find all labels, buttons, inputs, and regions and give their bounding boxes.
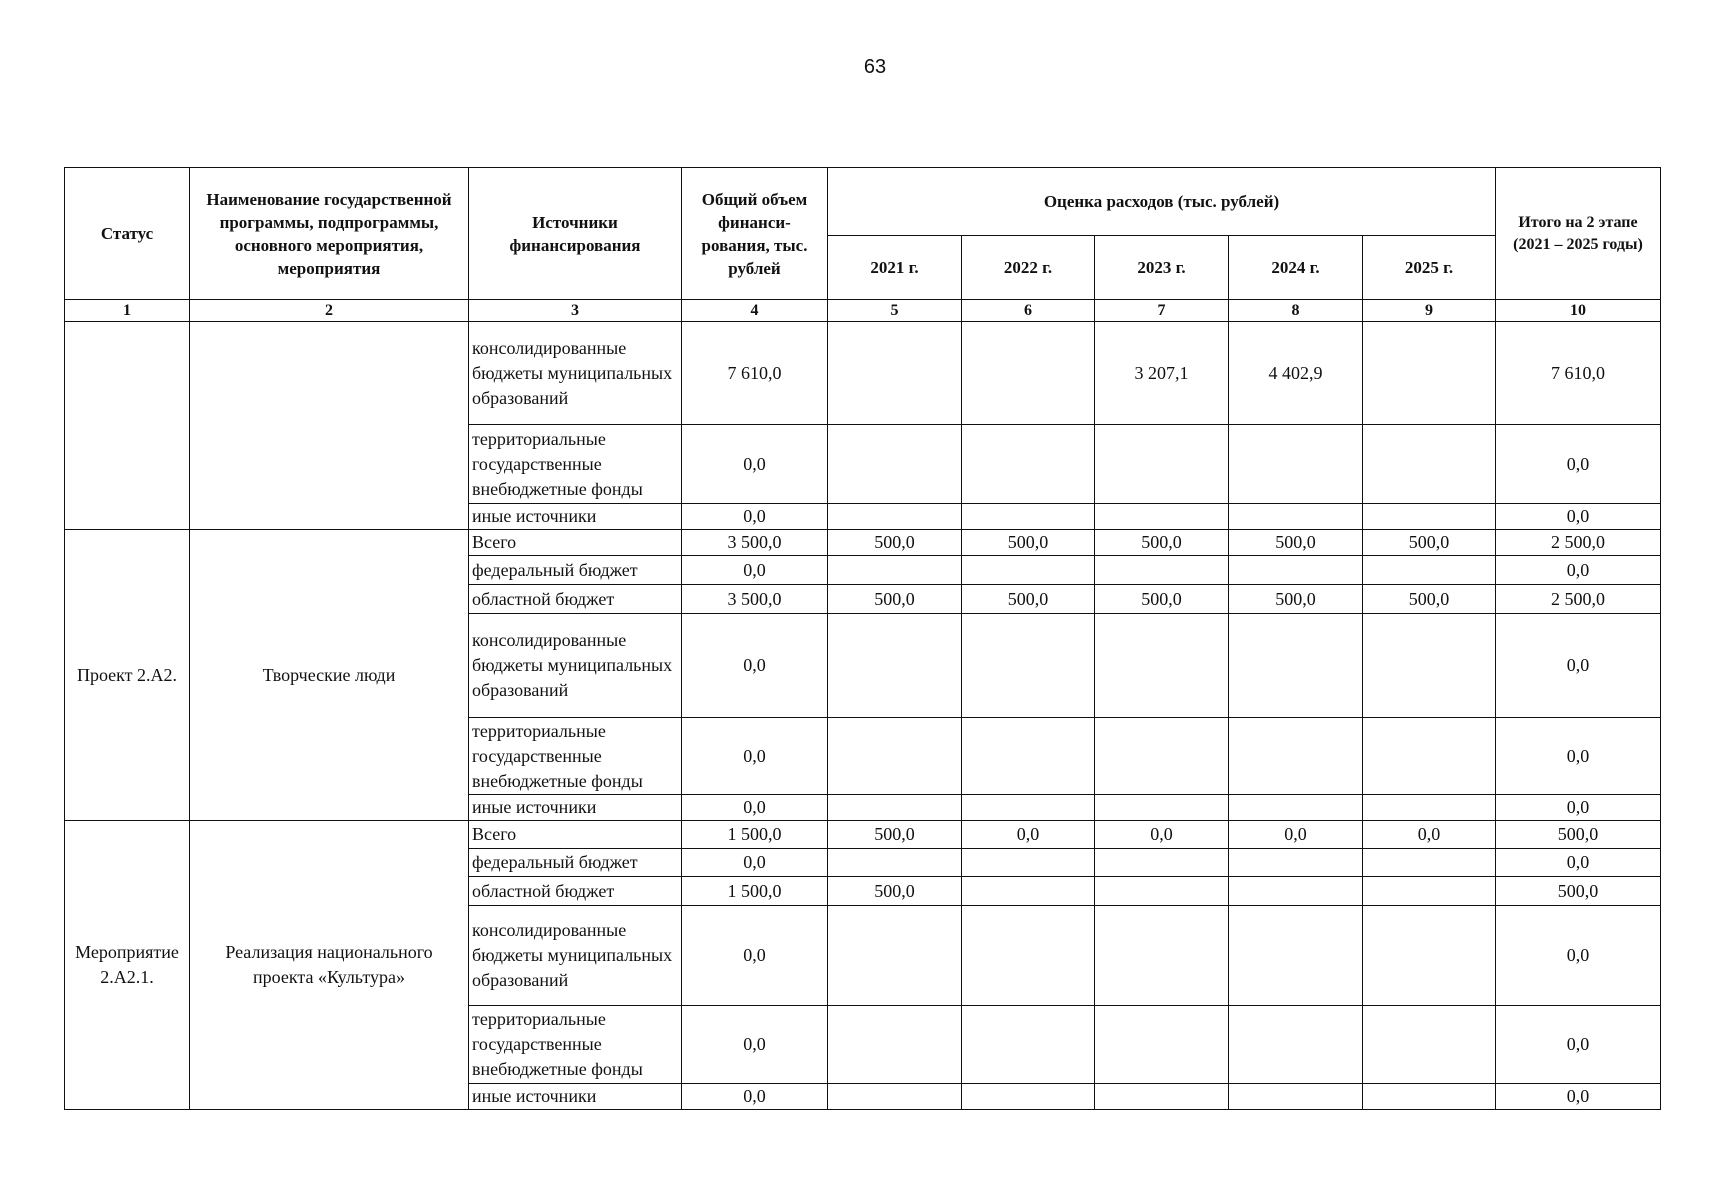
row-2022 <box>962 1084 1095 1110</box>
row-2021: 500,0 <box>828 585 962 614</box>
header-year-2021: 2021 г. <box>828 236 962 300</box>
row-source: иные источники <box>469 795 682 821</box>
row-2022 <box>962 718 1095 795</box>
row-2025 <box>1363 614 1496 718</box>
header-year-2022: 2022 г. <box>962 236 1095 300</box>
row-2021 <box>828 849 962 877</box>
row-2024 <box>1229 556 1363 585</box>
row-total: 7 610,0 <box>682 322 828 425</box>
column-number: 1 <box>65 300 190 322</box>
row-stage: 2 500,0 <box>1496 585 1661 614</box>
row-2023 <box>1095 849 1229 877</box>
row-total: 3 500,0 <box>682 585 828 614</box>
row-2024 <box>1229 795 1363 821</box>
row-2022: 0,0 <box>962 821 1095 849</box>
column-number: 7 <box>1095 300 1229 322</box>
row-2024 <box>1229 425 1363 504</box>
row-source: территориальные государственные внебюджетные фонды <box>469 1006 682 1084</box>
row-2021 <box>828 322 962 425</box>
row-2023 <box>1095 1006 1229 1084</box>
header-stage-total: Итого на 2 этапе (2021 – 2025 годы) <box>1496 168 1661 300</box>
row-status: Мероприятие 2.А2.1. <box>65 821 190 1110</box>
row-2025: 0,0 <box>1363 821 1496 849</box>
column-number: 3 <box>469 300 682 322</box>
row-2022 <box>962 614 1095 718</box>
row-source: иные источники <box>469 504 682 530</box>
row-2024 <box>1229 1006 1363 1084</box>
header-year-2023: 2023 г. <box>1095 236 1229 300</box>
table-row <box>65 322 1661 425</box>
row-stage: 0,0 <box>1496 906 1661 1006</box>
row-source: территориальные государственные внебюджетные фонды <box>469 425 682 504</box>
row-stage: 0,0 <box>1496 425 1661 504</box>
row-2023 <box>1095 614 1229 718</box>
column-numbers-row <box>65 300 1661 322</box>
page-number: 63 <box>863 56 887 78</box>
row-2022 <box>962 1006 1095 1084</box>
row-2022 <box>962 504 1095 530</box>
row-2024 <box>1229 614 1363 718</box>
row-2022 <box>962 877 1095 906</box>
row-stage: 0,0 <box>1496 504 1661 530</box>
row-2021 <box>828 425 962 504</box>
row-2021 <box>828 614 962 718</box>
row-2023: 500,0 <box>1095 530 1229 556</box>
column-number: 5 <box>828 300 962 322</box>
row-2023 <box>1095 556 1229 585</box>
header-name: Наименование государственной программы, подпрограммы, основного мероприятия, мероприятия <box>190 168 469 300</box>
budget-table <box>64 167 1661 1110</box>
row-2022 <box>962 849 1095 877</box>
row-2024 <box>1229 849 1363 877</box>
row-source: консолидированные бюджеты муниципальных образований <box>469 906 682 1006</box>
column-number: 10 <box>1496 300 1661 322</box>
row-2022 <box>962 906 1095 1006</box>
row-2023 <box>1095 504 1229 530</box>
row-source: федеральный бюджет <box>469 849 682 877</box>
header-year-2024: 2024 г. <box>1229 236 1363 300</box>
row-2023: 0,0 <box>1095 821 1229 849</box>
row-stage: 0,0 <box>1496 1084 1661 1110</box>
row-2021: 500,0 <box>828 877 962 906</box>
row-2023 <box>1095 877 1229 906</box>
row-2022 <box>962 322 1095 425</box>
row-2025 <box>1363 425 1496 504</box>
row-source: консолидированные бюджеты муниципальных образований <box>469 614 682 718</box>
row-2022: 500,0 <box>962 585 1095 614</box>
row-stage: 0,0 <box>1496 718 1661 795</box>
row-2025 <box>1363 504 1496 530</box>
row-2021 <box>828 1084 962 1110</box>
row-source: территориальные государственные внебюджетные фонды <box>469 718 682 795</box>
row-total: 0,0 <box>682 1006 828 1084</box>
table-row <box>65 530 1661 556</box>
row-total: 0,0 <box>682 425 828 504</box>
row-total: 0,0 <box>682 614 828 718</box>
column-number: 9 <box>1363 300 1496 322</box>
table-body <box>65 300 1661 1110</box>
row-2023 <box>1095 1084 1229 1110</box>
row-2024: 0,0 <box>1229 821 1363 849</box>
row-name <box>190 322 469 530</box>
row-total: 0,0 <box>682 504 828 530</box>
row-2021 <box>828 718 962 795</box>
row-2021 <box>828 906 962 1006</box>
row-total: 0,0 <box>682 718 828 795</box>
row-2025: 500,0 <box>1363 530 1496 556</box>
header-sources: Источники финансирования <box>469 168 682 300</box>
row-stage: 0,0 <box>1496 1006 1661 1084</box>
row-2022 <box>962 556 1095 585</box>
row-stage: 0,0 <box>1496 849 1661 877</box>
row-source: областной бюджет <box>469 585 682 614</box>
row-stage: 500,0 <box>1496 821 1661 849</box>
row-source: иные источники <box>469 1084 682 1110</box>
row-2025 <box>1363 322 1496 425</box>
row-2021: 500,0 <box>828 530 962 556</box>
row-2025 <box>1363 718 1496 795</box>
row-total: 1 500,0 <box>682 821 828 849</box>
row-2025 <box>1363 849 1496 877</box>
row-2024: 500,0 <box>1229 585 1363 614</box>
row-stage: 0,0 <box>1496 795 1661 821</box>
row-2024 <box>1229 877 1363 906</box>
row-2023: 3 207,1 <box>1095 322 1229 425</box>
row-2024: 500,0 <box>1229 530 1363 556</box>
row-2024 <box>1229 504 1363 530</box>
column-number: 2 <box>190 300 469 322</box>
row-total: 0,0 <box>682 795 828 821</box>
row-2022: 500,0 <box>962 530 1095 556</box>
row-total: 1 500,0 <box>682 877 828 906</box>
row-source: консолидированные бюджеты муниципальных образований <box>469 322 682 425</box>
header-estimate: Оценка расходов (тыс. рублей) <box>828 168 1496 236</box>
row-stage: 500,0 <box>1496 877 1661 906</box>
column-number: 4 <box>682 300 828 322</box>
row-2024 <box>1229 718 1363 795</box>
table-row <box>65 821 1661 849</box>
row-status <box>65 322 190 530</box>
row-2024: 4 402,9 <box>1229 322 1363 425</box>
row-2023 <box>1095 906 1229 1006</box>
row-stage: 2 500,0 <box>1496 530 1661 556</box>
row-total: 3 500,0 <box>682 530 828 556</box>
header-status: Статус <box>65 168 190 300</box>
column-number: 8 <box>1229 300 1363 322</box>
row-2021 <box>828 556 962 585</box>
row-source: федеральный бюджет <box>469 556 682 585</box>
row-2021 <box>828 504 962 530</box>
row-stage: 0,0 <box>1496 614 1661 718</box>
row-source: Всего <box>469 530 682 556</box>
row-2025 <box>1363 906 1496 1006</box>
row-source: областной бюджет <box>469 877 682 906</box>
column-number: 6 <box>962 300 1095 322</box>
row-total: 0,0 <box>682 906 828 1006</box>
row-stage: 7 610,0 <box>1496 322 1661 425</box>
row-2022 <box>962 425 1095 504</box>
row-2025 <box>1363 1084 1496 1110</box>
row-2023 <box>1095 718 1229 795</box>
header-total: Общий объем финанси-рования, тыс. рублей <box>682 168 828 300</box>
row-2021: 500,0 <box>828 821 962 849</box>
row-2025: 500,0 <box>1363 585 1496 614</box>
row-2023 <box>1095 795 1229 821</box>
row-stage: 0,0 <box>1496 556 1661 585</box>
row-2022 <box>962 795 1095 821</box>
row-status: Проект 2.А2. <box>65 530 190 821</box>
row-2021 <box>828 795 962 821</box>
row-2025 <box>1363 795 1496 821</box>
row-name: Творческие люди <box>190 530 469 821</box>
row-2024 <box>1229 906 1363 1006</box>
header-year-2025: 2025 г. <box>1363 236 1496 300</box>
row-source: Всего <box>469 821 682 849</box>
row-2025 <box>1363 877 1496 906</box>
row-total: 0,0 <box>682 849 828 877</box>
row-2024 <box>1229 1084 1363 1110</box>
row-name: Реализация национального проекта «Культура» <box>190 821 469 1110</box>
row-total: 0,0 <box>682 556 828 585</box>
row-2023 <box>1095 425 1229 504</box>
row-2025 <box>1363 556 1496 585</box>
row-2023: 500,0 <box>1095 585 1229 614</box>
row-2021 <box>828 1006 962 1084</box>
row-total: 0,0 <box>682 1084 828 1110</box>
row-2025 <box>1363 1006 1496 1084</box>
table-header <box>65 168 1661 300</box>
